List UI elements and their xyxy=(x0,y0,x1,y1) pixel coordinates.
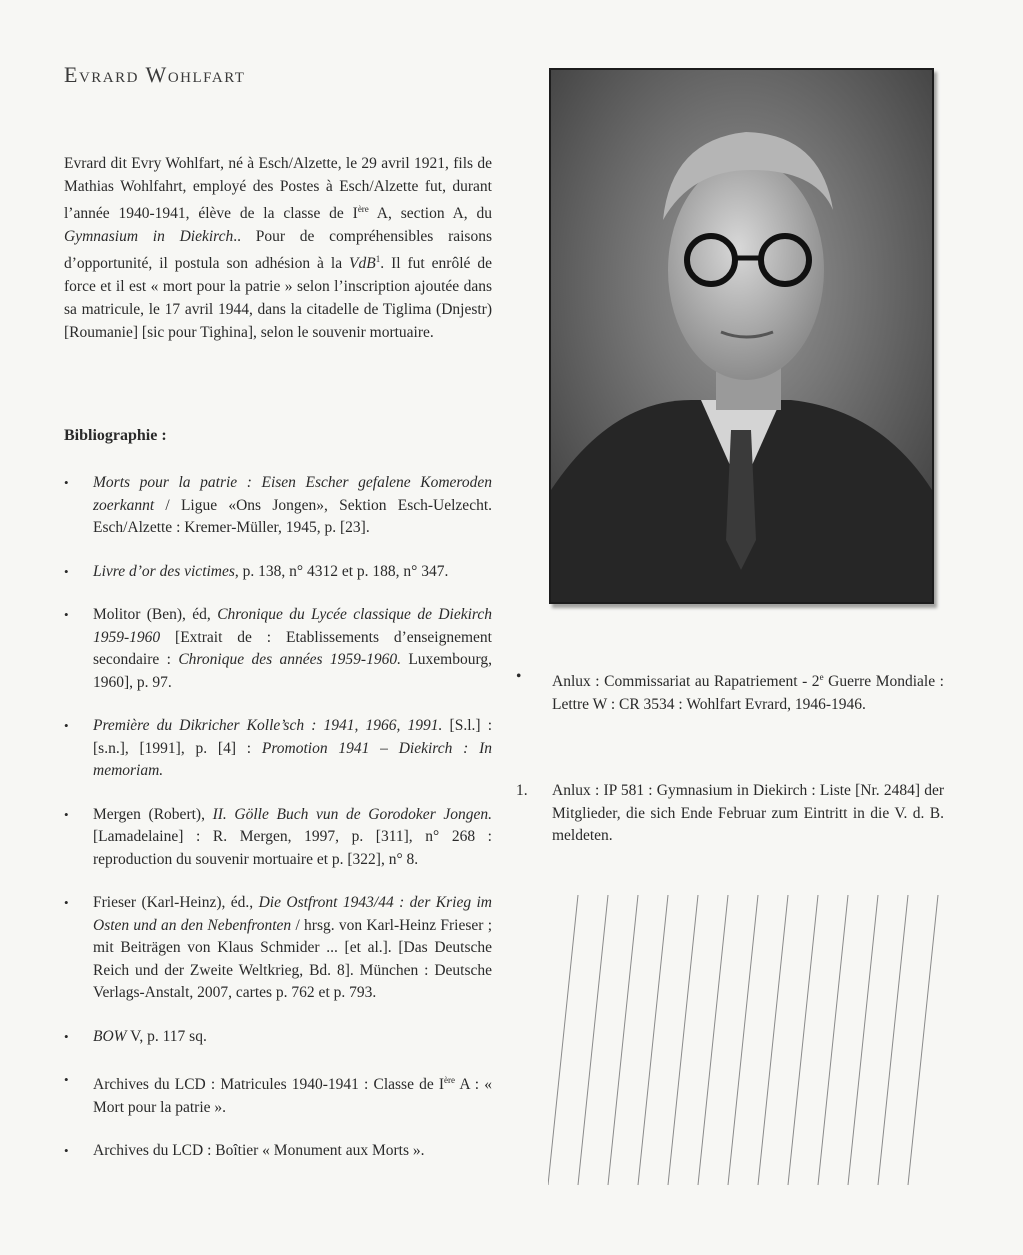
diagonal-hatch-lines xyxy=(548,895,948,1185)
bib-entry: • Mergen (Robert), II. Gölle Buch vun de Gorodoker Jongen. [Lamadelaine] : R. Mergen, 1997, p. [311], n° 268 : reproduction du souvenir mortuaire et p. [322], n° 8. xyxy=(64,804,492,872)
intro-paragraph: Evrard dit Evry Wohlfart, né à Esch/Alzette, le 29 avril 1921, fils de Mathias Wohlfahrt, employé des Postes à Esch/Alzette fut, durant l’année 1940-1941, élève de la classe de Ière A, section A, du Gymnasium in Diekirch.. Pour de compréhensibles raisons d’opportunité, il postula son adhésion à la VdB$^1$. Il fut enrôlé de force et il est « mort pour la patrie » selon l’inscription ajoutée dans sa matricule, le 17 avril 1944, dans la citadelle de Tiglima (Dnjestr) [Roumanie] [sic pour Tighina], selon le souvenir mortuaire. xyxy=(64,155,492,342)
bib-entry: • Archives du LCD : Matricules 1940-1941 : Classe de Ière A : « Mort pour la patrie ». xyxy=(64,1069,492,1119)
notes-section xyxy=(516,666,944,848)
bib-entry: • BOW V, p. 117 sq. xyxy=(64,1026,492,1049)
page-title: Evrard Wohlfart xyxy=(64,62,246,87)
bib-entry: • Frieser (Karl-Heinz), éd., Die Ostfront 1943/44 : der Krieg im Osten und an den Nebenfronten / hrsg. von Karl-Heinz Frieser ; mit Beiträgen von Klaus Schmider ... [et al.]. [Das Deutsche Reich und der Zweite Weltkrieg, Bd. 8]. München : Deutsche Verlags-Anstalt, 2007, cartes p. 762 et p. 793. xyxy=(64,892,492,1005)
bib-entry: • Molitor (Ben), éd, Chronique du Lycée classique de Diekirch 1959-1960 [Extrait de : Etablissements d’enseignement secondaire : Chronique des années 1959-1960. Luxembourg, 1960], p. 97. xyxy=(64,604,492,694)
footnote-ref: 1 xyxy=(375,254,381,265)
bibliography-heading: Bibliographie : xyxy=(64,427,167,444)
bibliography-list xyxy=(64,472,492,1163)
note-archive: • Anlux : Commissariat au Rapatriement - 2e Guerre Mondiale : Lettre W : CR 3534 : Wohlfart Evrard, 1946-1946. xyxy=(516,668,944,713)
bib-entry: • Livre d’or des victimes, p. 138, n° 4312 et p. 188, n° 347. xyxy=(64,561,492,584)
bib-entry: • Morts pour la patrie : Eisen Escher gefalene Komeroden zoerkannt / Ligue «Ons Jongen», Sektion Esch-Uelzecht. Esch/Alzette : Kremer-Müller, 1945, p. [23]. xyxy=(64,472,492,540)
portrait-photo xyxy=(549,68,934,604)
footnote-1: 1. Anlux : IP 581 : Gymnasium in Diekirch : Liste [Nr. 2484] der Mitglieder, die sich Ende Februar zum Eintritt in die V. d. B. meldeten. xyxy=(516,782,944,845)
bib-entry: • Archives du LCD : Boîtier « Monument aux Morts ». xyxy=(64,1140,492,1163)
bib-entry: • Première du Dikricher Kolle’sch : 1941, 1966, 1991. [S.l.] : [s.n.], [1991], p. [4] : Promotion 1941 – Diekirch : In memoriam. xyxy=(64,715,492,783)
